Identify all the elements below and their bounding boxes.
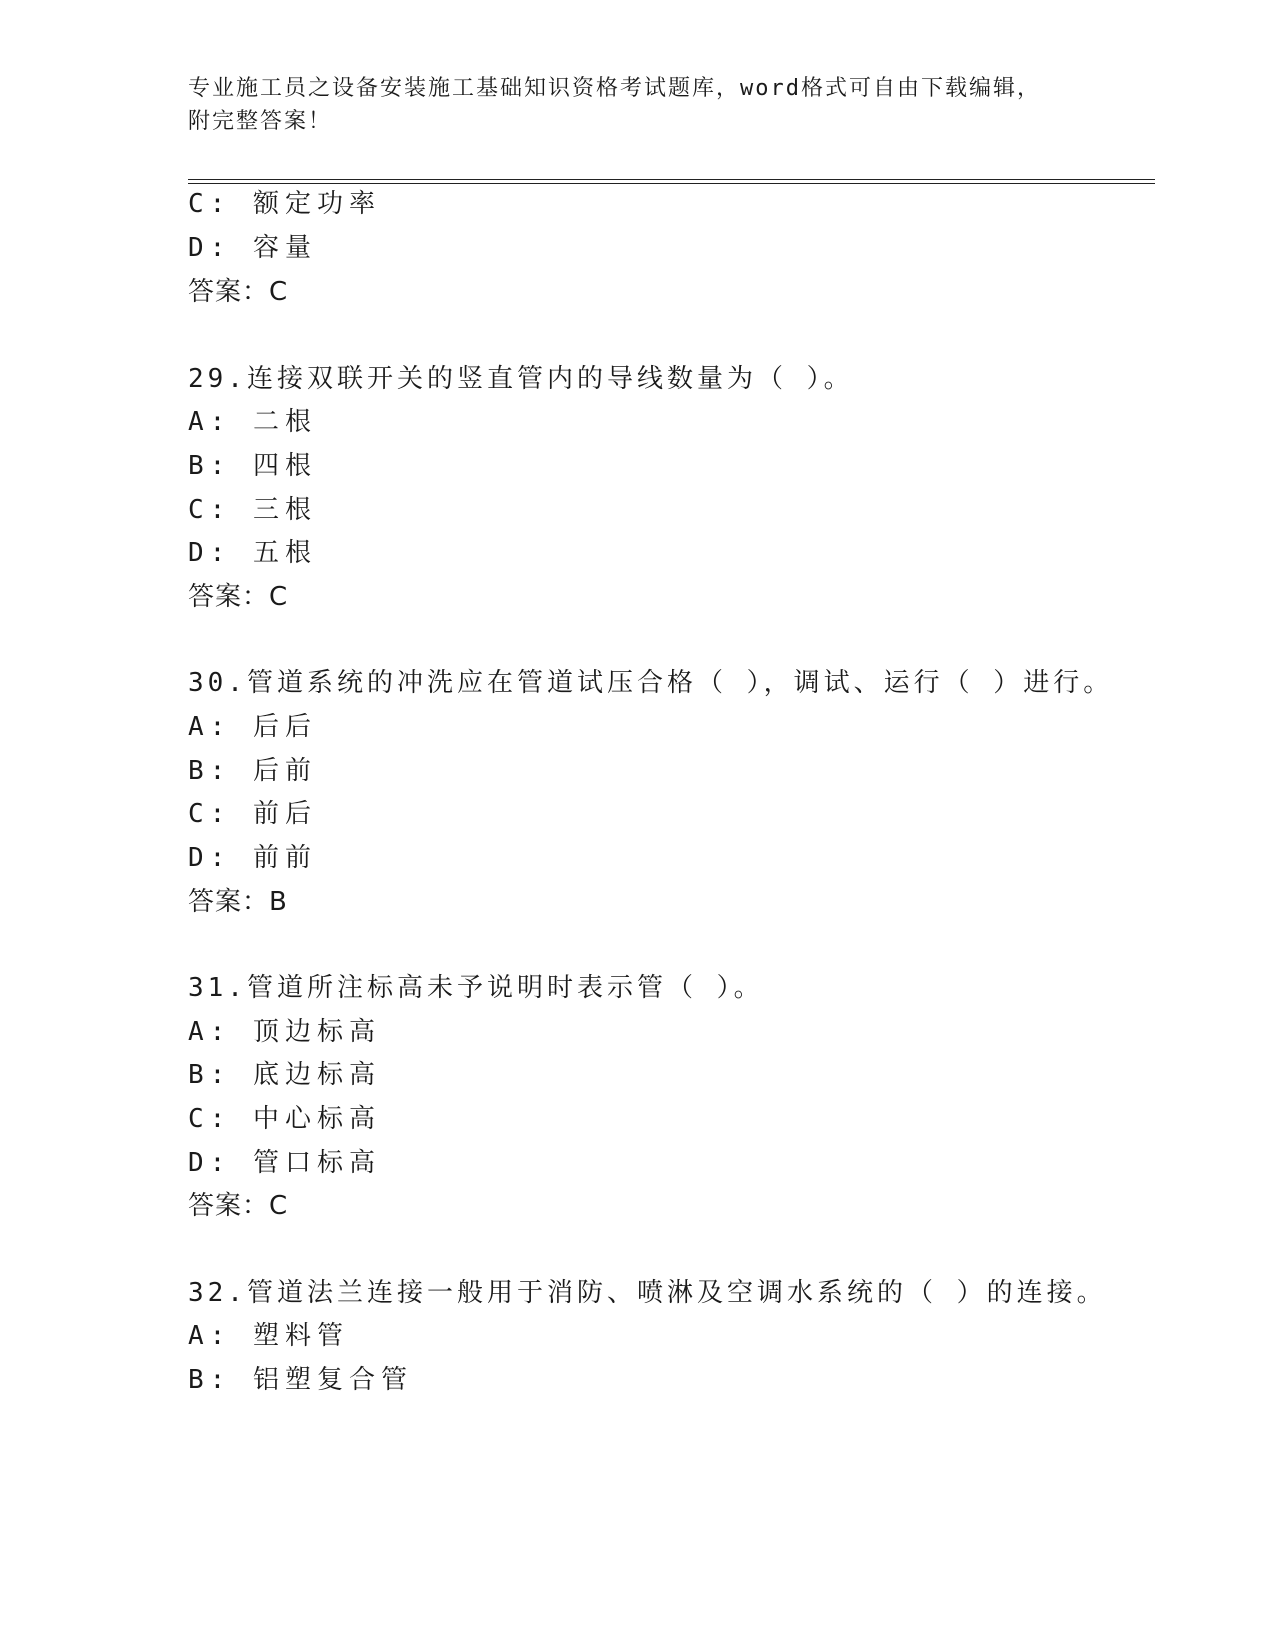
question-32-option-a: A: 塑料管: [188, 1321, 349, 1351]
header-line-1: 专业施工员之设备安装施工基础知识资格考试题库，word格式可自由下载编辑，: [188, 76, 1041, 101]
question-29-answer: 答案：C: [188, 582, 289, 612]
header-rule-bottom: [188, 183, 1155, 184]
question-29: 29.连接双联开关的竖直管内的导线数量为（ ）。: [188, 364, 854, 394]
question-29-option-b: B: 四根: [188, 451, 317, 481]
question-31-option-b: B: 底边标高: [188, 1060, 381, 1090]
question-31-option-c: C: 中心标高: [188, 1104, 381, 1134]
question-30-option-c: C: 前后: [188, 799, 317, 829]
question-30-option-b: B: 后前: [188, 756, 317, 786]
header-line-2: 附完整答案！: [188, 109, 333, 134]
page-header: [188, 72, 1088, 138]
question-29-option-d: D: 五根: [188, 538, 317, 568]
option-d: D: 容量: [188, 233, 317, 263]
question-30: 30.管道系统的冲洗应在管道试压合格（ ），调试、运行（ ）进行。: [188, 668, 1114, 698]
question-30-answer: 答案：B: [188, 887, 288, 917]
question-32-option-b: B: 铝塑复合管: [188, 1365, 413, 1395]
question-31-option-a: A: 顶边标高: [188, 1017, 381, 1047]
question-29-option-a: A: 二根: [188, 407, 317, 437]
question-29-option-c: C: 三根: [188, 495, 317, 525]
question-30-option-d: D: 前前: [188, 843, 317, 873]
question-32: 32.管道法兰连接一般用于消防、喷淋及空调水系统的（ ）的连接。: [188, 1278, 1107, 1308]
question-31-answer: 答案：C: [188, 1191, 289, 1221]
question-31: 31.管道所注标高未予说明时表示管（ ）。: [188, 973, 764, 1003]
option-c: C: 额定功率: [188, 189, 381, 219]
answer: 答案：C: [188, 277, 289, 307]
question-31-option-d: D: 管口标高: [188, 1148, 381, 1178]
header-rule-top: [188, 179, 1155, 180]
question-30-option-a: A: 后后: [188, 712, 317, 742]
